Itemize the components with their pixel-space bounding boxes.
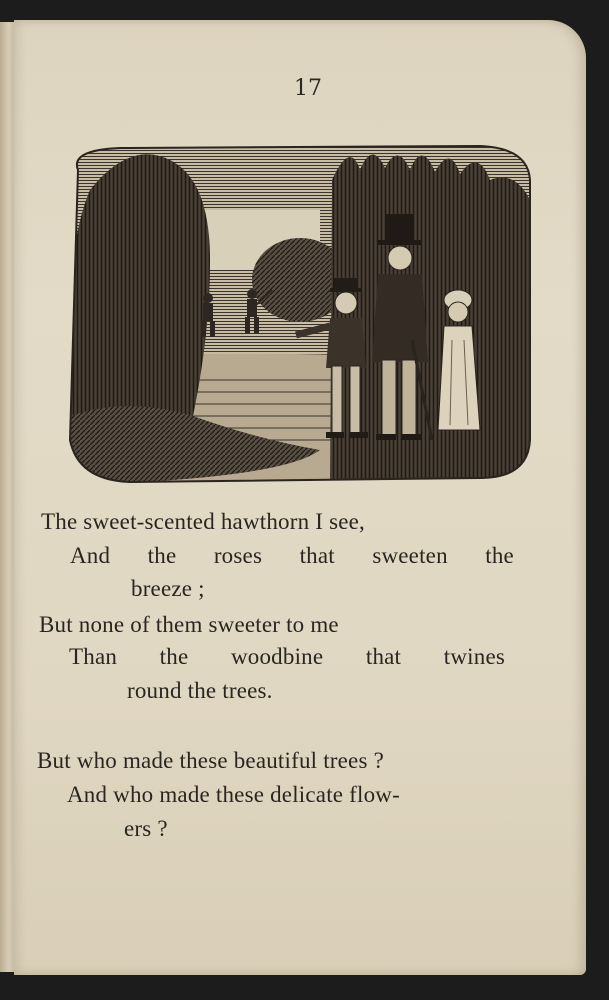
poem-word: woodbine xyxy=(230,644,324,669)
page-number: 17 xyxy=(294,76,322,101)
poem-word: And xyxy=(70,543,111,568)
poem-word: the xyxy=(485,543,514,568)
poem-word: that xyxy=(299,543,335,568)
poem-line: ers ? xyxy=(124,816,168,841)
woodcut-illustration xyxy=(60,140,534,488)
poem-line: The sweet-scented hawthorn I see, xyxy=(41,509,365,534)
book-page xyxy=(14,20,586,975)
poem-word: the xyxy=(159,644,189,669)
poem-line xyxy=(70,543,514,569)
poem-line xyxy=(69,644,505,670)
book-spine-edge xyxy=(0,22,14,972)
poem-line: And who made these delicate flow- xyxy=(67,782,400,807)
poem-line: breeze ; xyxy=(131,576,205,601)
poem-word: Than xyxy=(69,644,118,669)
poem-word: the xyxy=(147,543,177,568)
poem-word: sweeten xyxy=(372,543,448,568)
poem-word: that xyxy=(365,644,402,669)
poem-word: twines xyxy=(443,644,505,669)
poem-word: roses xyxy=(213,543,263,568)
poem-line: But none of them sweeter to me xyxy=(39,612,339,637)
poem-line: But who made these beautiful trees ? xyxy=(37,748,384,773)
poem-line: round the trees. xyxy=(127,678,273,703)
